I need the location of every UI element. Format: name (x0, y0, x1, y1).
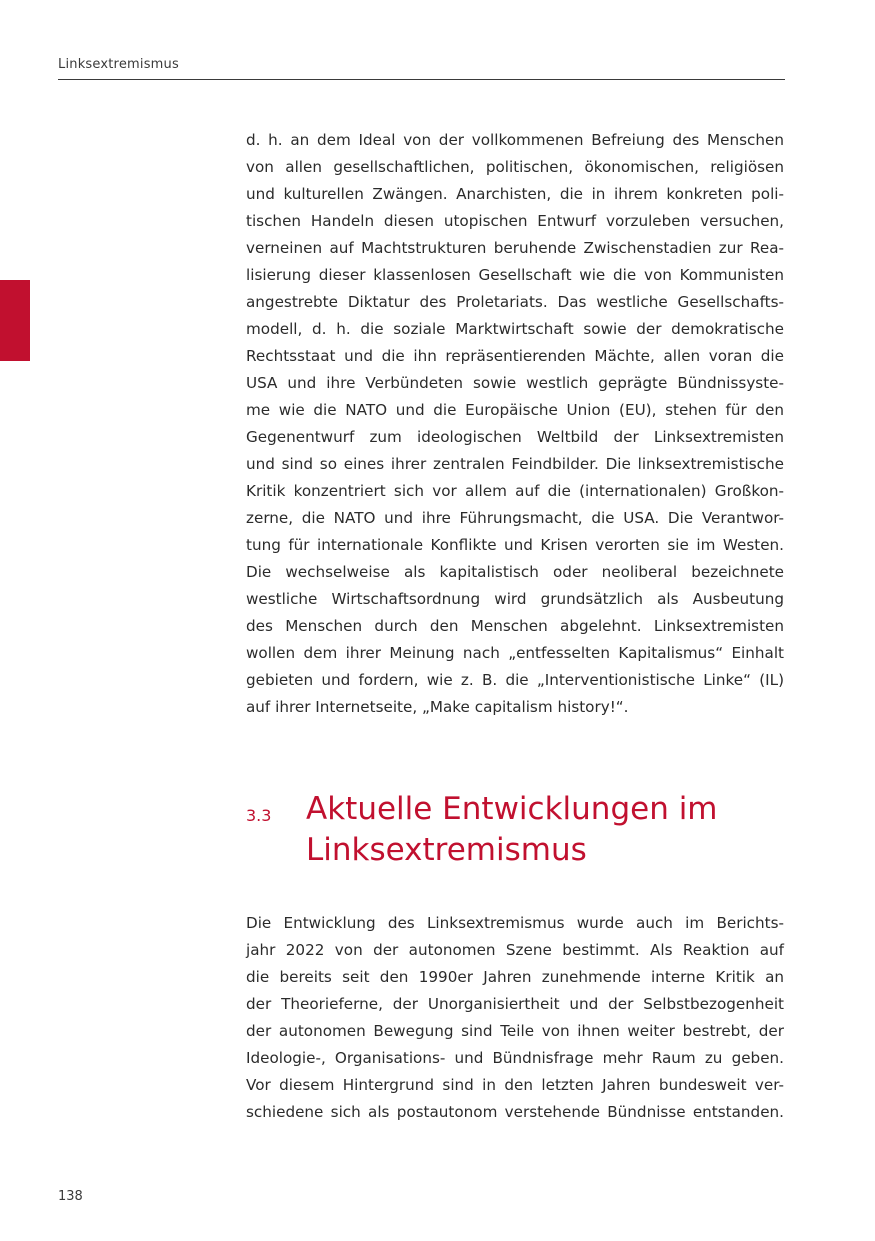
text-line: Ideologie-, Organisations- und Bündnisfrage mehr Raum zu geben. (246, 1049, 784, 1067)
section-heading-line: Linksextremismus (306, 832, 587, 868)
text-line: der autonomen Bewegung sind Teile von ihnen weiter bestrebt, der (246, 1022, 784, 1040)
text-line: tung für internationale Konflikte und Krisen verorten sie im Westen. (246, 536, 784, 554)
text-line: und kulturellen Zwängen. Anarchisten, die in ihrem konkreten poli- (246, 185, 784, 203)
page-number: 138 (58, 1189, 83, 1204)
text-line: jahr 2022 von der autonomen Szene bestimmt. Als Reaktion auf (246, 941, 784, 959)
text-line: Die wechselweise als kapitalistisch oder neoliberal bezeichnete (246, 563, 784, 581)
text-line: modell, d. h. die soziale Marktwirtschaft sowie der demokratische (246, 320, 784, 338)
text-line: tischen Handeln diesen utopischen Entwurf vorzuleben versuchen, (246, 212, 784, 230)
section-number: 3.3 (246, 806, 272, 825)
text-line: westliche Wirtschaftsordnung wird grundsätzlich als Ausbeutung (246, 590, 784, 608)
text-line: schiedene sich als postautonom verstehende Bündnisse entstanden. (246, 1103, 784, 1121)
text-line: auf ihrer Internetseite, „Make capitalism history!“. (246, 698, 629, 716)
text-line: Rechtsstaat und die ihn repräsentierenden Mächte, allen voran die (246, 347, 784, 365)
chapter-marker-tab (0, 280, 30, 361)
section-heading (306, 789, 718, 871)
text-line: USA und ihre Verbündeten sowie westlich geprägte Bündnissyste- (246, 374, 784, 392)
section-heading-line: Aktuelle Entwicklungen im (306, 791, 718, 827)
text-line: wollen dem ihrer Meinung nach „entfesselten Kapitalismus“ Einhalt (246, 644, 784, 662)
text-line: Vor diesem Hintergrund sind in den letzten Jahren bundesweit ver- (246, 1076, 784, 1094)
text-line: gebieten und fordern, wie z. B. die „Interventionistische Linke“ (IL) (246, 671, 784, 689)
header-divider (58, 79, 785, 80)
running-header: Linksextremismus (58, 57, 179, 72)
body-paragraph-1 (246, 127, 784, 721)
text-line: des Menschen durch den Menschen abgelehnt. Linksextremisten (246, 617, 784, 635)
text-line: der Theorieferne, der Unorganisiertheit und der Selbstbezogenheit (246, 995, 784, 1013)
text-line: die bereits seit den 1990er Jahren zunehmende interne Kritik an (246, 968, 784, 986)
text-line: verneinen auf Machtstrukturen beruhende Zwischenstadien zur Rea- (246, 239, 784, 257)
text-line: d. h. an dem Ideal von der vollkommenen Befreiung des Menschen (246, 131, 784, 149)
text-line: Kritik konzentriert sich vor allem auf die (internationalen) Großkon- (246, 482, 784, 500)
text-line: lisierung dieser klassenlosen Gesellschaft wie die von Kommunisten (246, 266, 784, 284)
text-line: angestrebte Diktatur des Proletariats. Das westliche Gesellschafts- (246, 293, 784, 311)
text-line: Die Entwicklung des Linksextremismus wurde auch im Berichts- (246, 914, 784, 932)
text-line: Gegenentwurf zum ideologischen Weltbild der Linksextremisten (246, 428, 784, 446)
text-line: von allen gesellschaftlichen, politischen, ökonomischen, religiösen (246, 158, 784, 176)
body-paragraph-2 (246, 910, 784, 1126)
text-line: zerne, die NATO und ihre Führungsmacht, die USA. Die Verantwor- (246, 509, 784, 527)
text-line: und sind so eines ihrer zentralen Feindbilder. Die linksextremistische (246, 455, 784, 473)
text-line: me wie die NATO und die Europäische Union (EU), stehen für den (246, 401, 784, 419)
